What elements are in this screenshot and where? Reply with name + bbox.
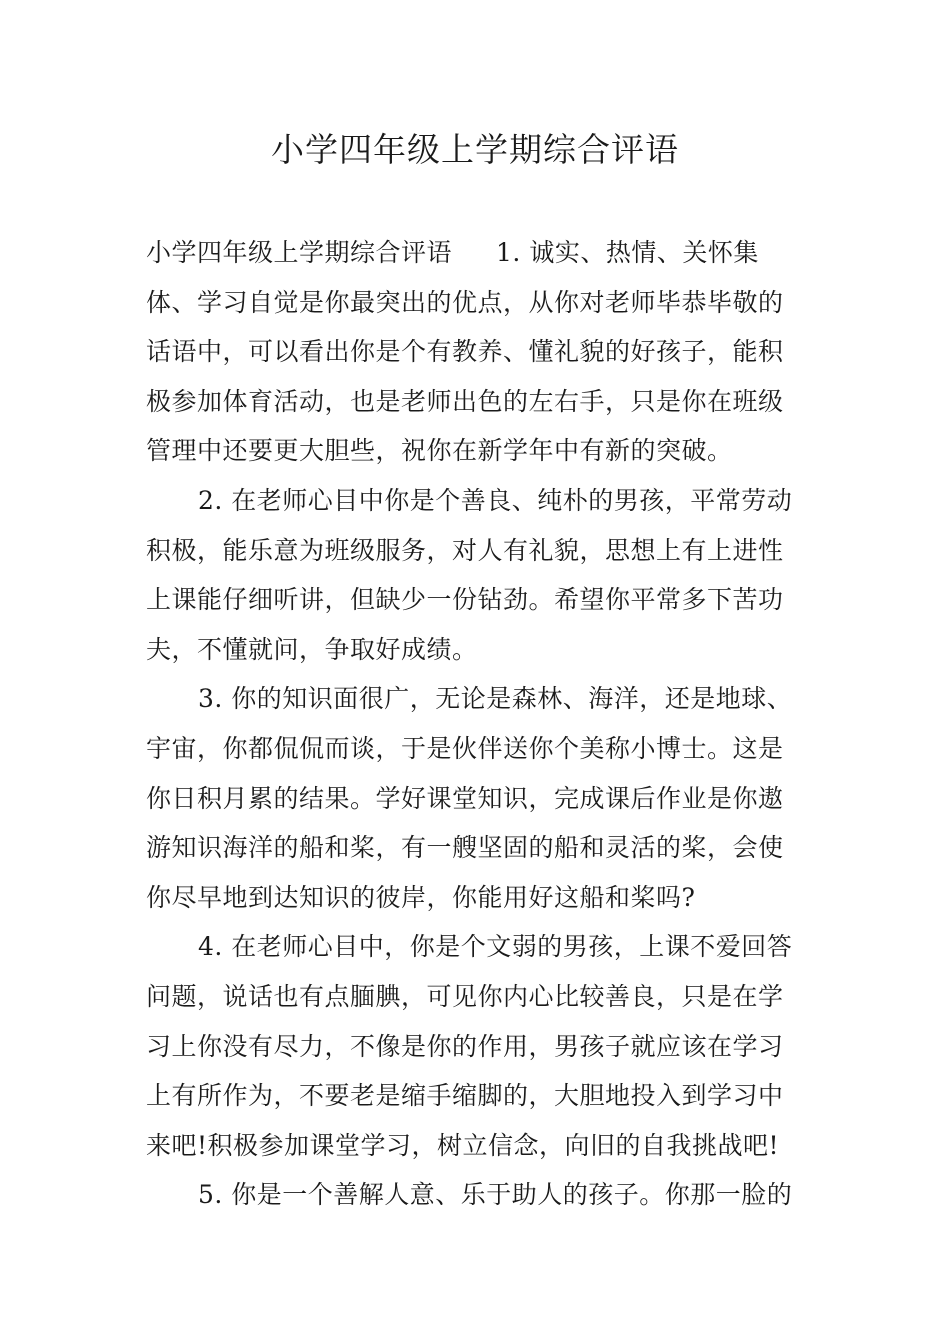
paragraph-1-text: 1. 诚实、热情、关怀集体、学习自觉是你最突出的优点，从你对老师毕恭毕敬的话语中，可以看出你是个有教养、懂礼貌的好孩子，能积极参加体育活动，也是老师出色的左右手，只是你在班级管理中还要更大胆些，祝你在新学年中有新的突破。	[146, 238, 784, 466]
paragraph-4: 4. 在老师心目中，你是个文弱的男孩，上课不爱回答问题，说话也有点腼腆，可见你内心比较善良，只是在学习上你没有尽力，不像是你的作用，男孩子就应该在学习上有所作为，不要老是缩手缩脚的，大胆地投入到学习中来吧!积极参加课堂学习，树立信念，向旧的自我挑战吧!	[146, 932, 793, 1160]
paragraph-5: 5. 你是一个善解人意、乐于助人的孩子。你那一脸的	[198, 1180, 793, 1210]
document-body	[146, 228, 808, 1220]
paragraph-1	[146, 228, 808, 476]
document-title: 小学四年级上学期综合评语	[271, 130, 679, 169]
paragraph-2: 2. 在老师心目中你是个善良、纯朴的男孩，平常劳动积极，能乐意为班级服务，对人有礼貌，思想上有上进性上课能仔细听讲，但缺少一份钻劲。希望你平常多下苦功夫，不懂就问，争取好成绩。	[146, 485, 793, 664]
intro-label: 小学四年级上学期综合评语	[146, 238, 453, 267]
paragraph-3: 3. 你的知识面很广，无论是森林、海洋，还是地球、宇宙，你都侃侃而谈，于是伙伴送你个美称小博士。这是你日积月累的结果。学好课堂知识，完成课后作业是你遨游知识海洋的船和桨，有一艘坚固的船和灵活的桨，会使你尽早地到达知识的彼岸，你能用好这船和桨吗?	[146, 684, 793, 912]
